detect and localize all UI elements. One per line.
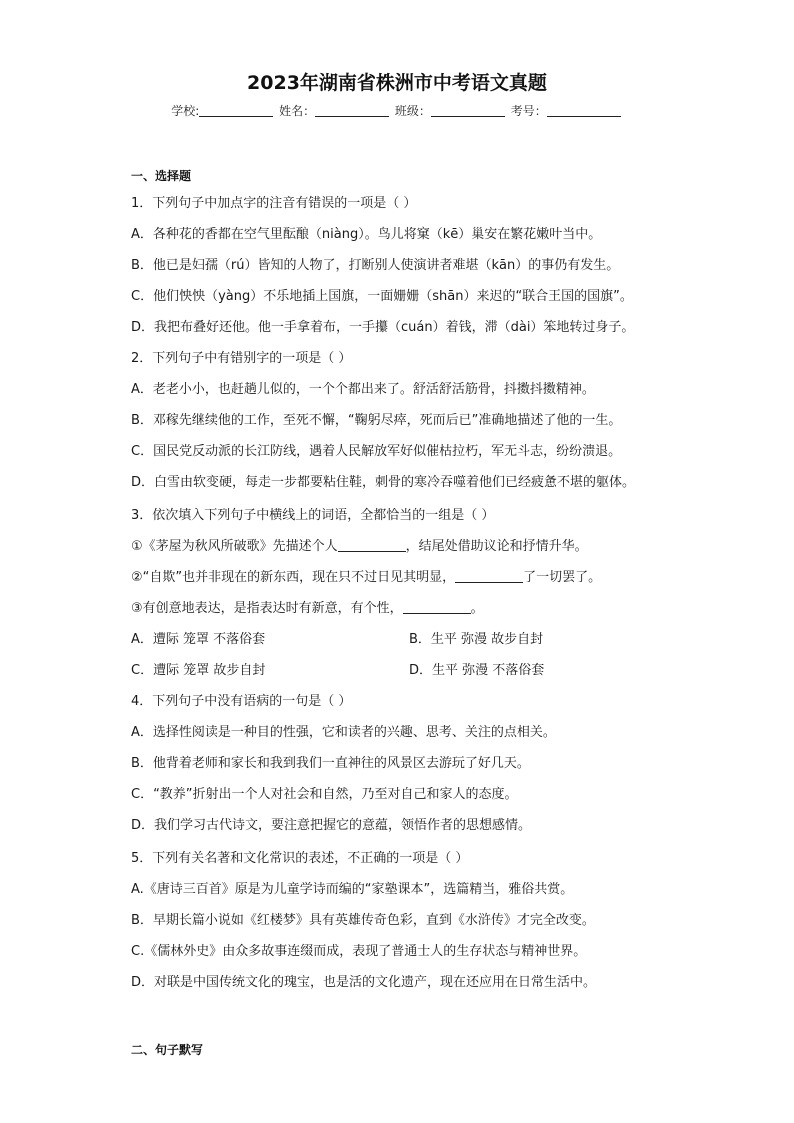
student-info-row [0, 102, 794, 119]
q5-stem: 5．下列有关名著和文化常识的表述，不正确的一项是（ ） [131, 851, 469, 866]
school-label: 学校: [171, 104, 200, 118]
section-heading-dictation: 二、句子默写 [131, 1043, 204, 1057]
q3-sentence-1-start: ①《茅屋为秋风所破歌》先描述个人 [131, 539, 338, 554]
q3-sentence-1 [131, 535, 588, 554]
q5-option-b: B．早期长篇小说如《红楼梦》具有英雄传奇色彩，直到《水浒传》才完全改变。 [131, 913, 595, 928]
q5-option-c: C.《儒林外史》由众多故事连缀而成，表现了普通士人的生存状态与精神世界。 [131, 944, 587, 959]
q3-sentence-1-end: ，结尾处借助议论和抒情升华。 [405, 539, 588, 554]
q3-option-d: D．生平 弥漫 不落俗套 [409, 663, 545, 678]
name-blank[interactable] [315, 104, 389, 117]
q3-sentence-2-start: ②“自欺”也并非现在的新东西，现在只不过日见其明显， [131, 570, 456, 585]
q5-option-a: A.《唐诗三百首》原是为儿童学诗而编的“家塾课本”，选篇精当，雅俗共赏。 [131, 882, 574, 897]
q2-option-a: A．老老小小，也赶趟儿似的，一个个都出来了。舒活舒活筋骨，抖擞抖擞精神。 [131, 382, 595, 397]
q2-option-c: C．国民党反动派的长江防线，遇着人民解放军好似催枯拉朽，军无斗志，纷纷溃退。 [131, 444, 622, 459]
q1-option-a: A．各种花的香都在空气里酝酿（niàng）。鸟儿将窠（kē）巢安在繁花嫩叶当中。 [131, 227, 602, 242]
q3-sentence-3 [131, 597, 484, 616]
school-blank[interactable] [199, 104, 273, 117]
q2-stem: 2．下列句子中有错别字的一项是（ ） [131, 351, 352, 366]
q1-stem: 1．下列句子中加点字的注音有错误的一项是（ ） [131, 196, 417, 211]
q2-option-b: B．邓稼先继续他的工作，至死不懈，“鞠躬尽瘁，死而后已”准确地描述了他的一生。 [131, 413, 622, 428]
page-title: 2023年湖南省株洲市中考语文真题 [247, 72, 547, 94]
q1-option-b: B．他已是妇孺（rú）皆知的人物了，打断别人使演讲者难堪（kān）的事仍有发生。 [131, 258, 620, 273]
q3-stem: 3．依次填入下列句子中横线上的词语，全都恰当的一组是（ ） [131, 508, 495, 523]
q3-sentence-3-end: 。 [470, 601, 484, 616]
q3-option-c: C．遭际 笼罩 故步自封 [131, 663, 266, 678]
q2-option-d: D．白雪由软变硬，每走一步都要粘住鞋，刺骨的寒冷吞噬着他们已经疲惫不堪的躯体。 [131, 475, 636, 490]
q4-option-c: C．“教养”折射出一个人对社会和自然，乃至对自己和家人的态度。 [131, 787, 518, 802]
class-label: 班级： [394, 104, 431, 118]
class-blank[interactable] [431, 104, 505, 117]
section-heading-choice: 一、选择题 [131, 169, 192, 183]
q3-blank-2[interactable] [455, 570, 523, 583]
q4-option-a: A．选择性阅读是一种目的性强，它和读者的兴趣、思考、关注的点相关。 [131, 725, 556, 740]
q3-option-a: A．遭际 笼罩 不落俗套 [131, 632, 266, 647]
q4-option-b: B．他背着老师和家长和我到我们一直神往的风景区去游玩了好几天。 [131, 756, 530, 771]
q1-option-c: C．他们怏怏（yàng）不乐地插上国旗，一面姗姗（shān）来迟的“联合王国的国旗”。 [131, 289, 633, 304]
q3-blank-1[interactable] [338, 539, 406, 552]
q1-option-d: D．我把布叠好还他。他一手拿着布，一手攥（cuán）着钱，滞（dài）笨地转过身子。 [131, 320, 635, 335]
number-blank[interactable] [547, 104, 621, 117]
q4-option-d: D．我们学习古代诗文，要注意把握它的意蕴，领悟作者的思想感情。 [131, 818, 532, 833]
name-label: 姓名： [279, 104, 316, 118]
q5-option-d: D．对联是中国传统文化的瑰宝，也是活的文化遗产，现在还应用在日常生活中。 [131, 975, 597, 990]
q3-option-b: B．生平 弥漫 故步自封 [409, 632, 544, 647]
q3-sentence-3-start: ③有创意地表达，是指表达时有新意，有个性， [131, 601, 403, 616]
q3-blank-3[interactable] [403, 601, 471, 614]
q4-stem: 4．下列句子中没有语病的一句是（ ） [131, 694, 352, 709]
q3-sentence-2 [131, 566, 601, 585]
number-label: 考号： [510, 104, 547, 118]
q3-sentence-2-end: 了一切罢了。 [523, 570, 602, 585]
